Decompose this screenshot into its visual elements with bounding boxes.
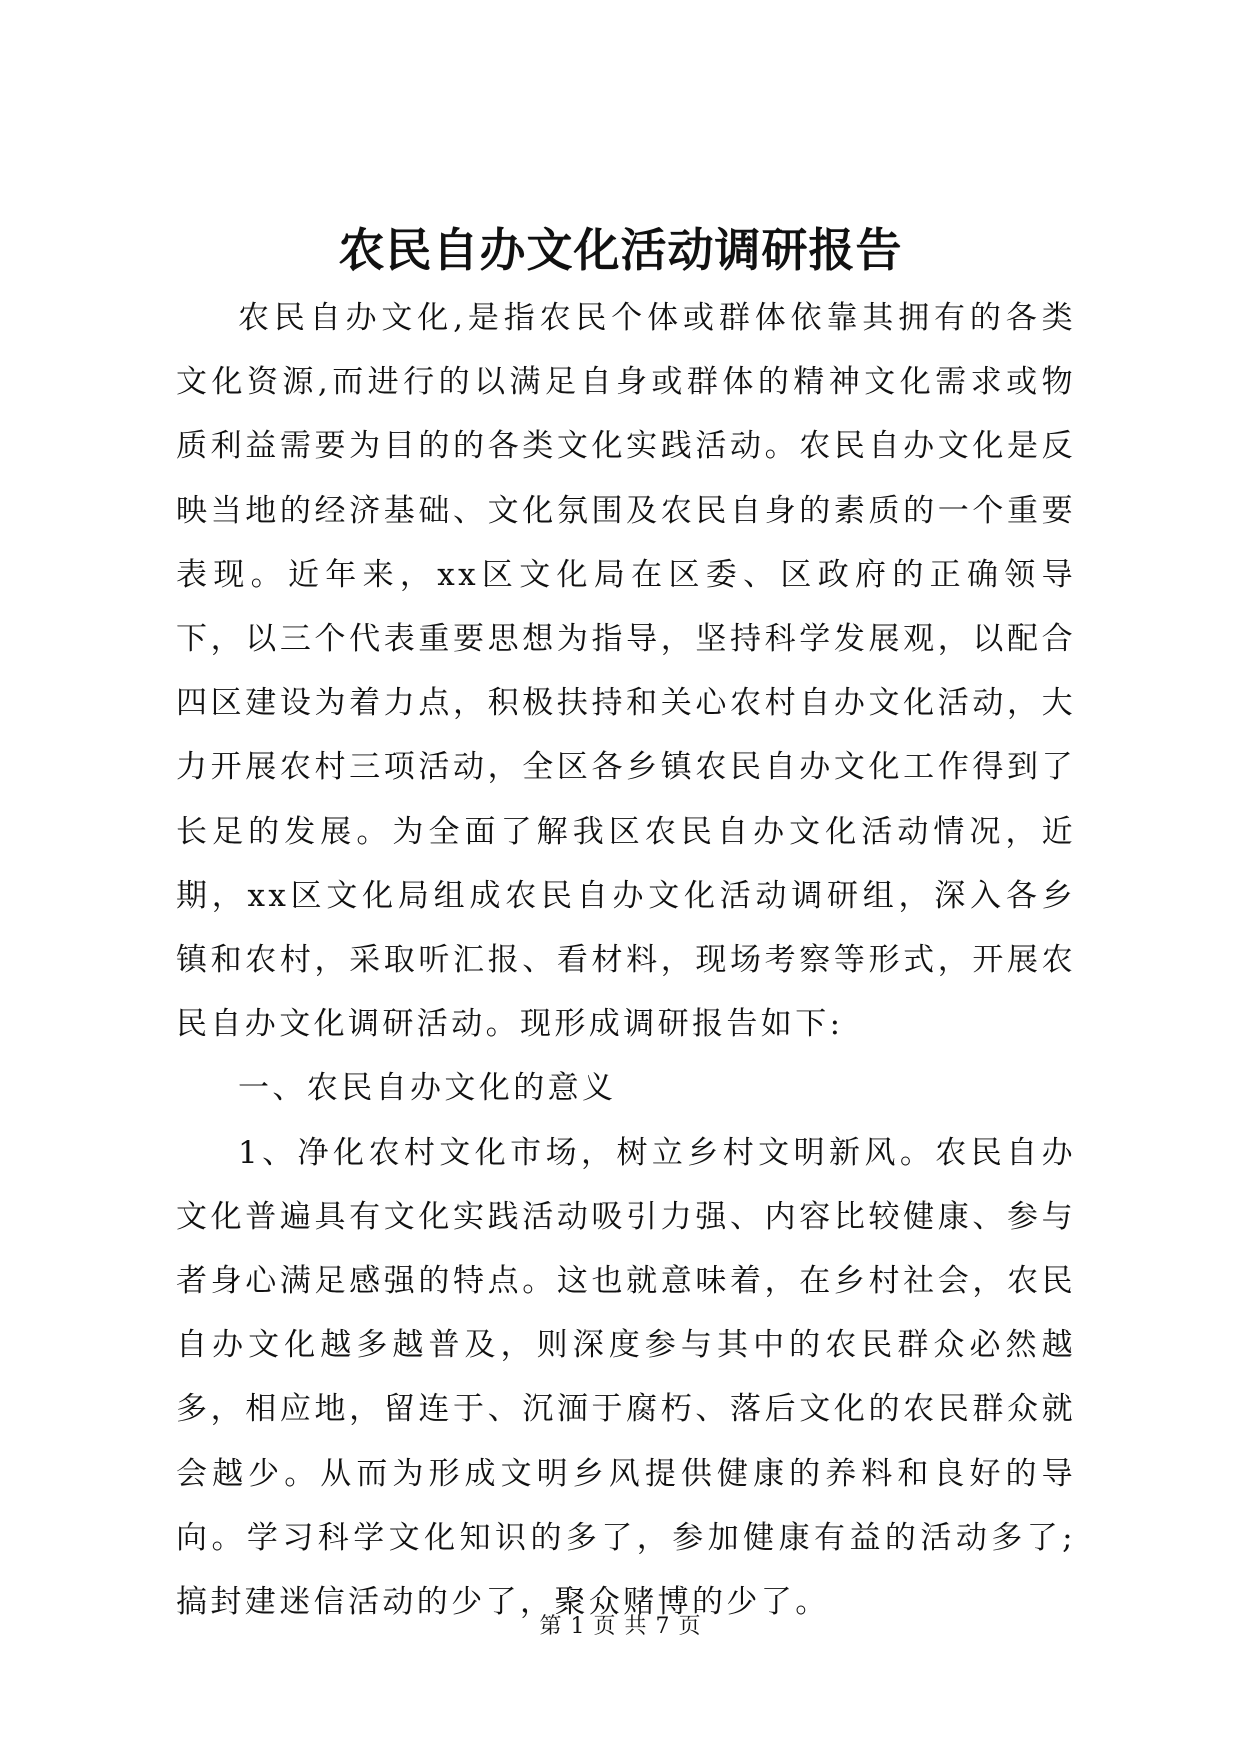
document-body [176, 286, 1076, 1634]
document-title: 农民自办文化活动调研报告 [338, 223, 903, 277]
paragraph-intro: 农民自办文化,是指农民个体或群体依靠其拥有的各类文化资源,而进行的以满足自身或群体的精神文化需求或物质利益需要为目的的各类文化实践活动。农民自办文化是反映当地的经济基础、文化氛围及农民自身的素质的一个重要表现。近年来，xx区文化局在区委、区政府的正确领导下，以三个代表重要思想为指导，坚持科学发展观，以配合四区建设为着力点，积极扶持和关心农村自办文化活动，大力开展农村三项活动，全区各乡镇农民自办文化工作得到了长足的发展。为全面了解我区农民自办文化活动情况，近期，xx区文化局组成农民自办文化活动调研组，深入各乡镇和农村，采取听汇报、看材料，现场考察等形式，开展农民自办文化调研活动。现形成调研报告如下: [176, 300, 1076, 1043]
page-number-footer: 第 1 页 共 7 页 [539, 1614, 702, 1639]
paragraph-point-1: 1、净化农村文化市场，树立乡村文明新风。农民自办文化普遍具有文化实践活动吸引力强、内容比较健康、参与者身心满足感强的特点。这也就意味着，在乡村社会，农民自办文化越多越普及，则深度参与其中的农民群众必然越多，相应地，留连于、沉湎于腐朽、落后文化的农民群众就会越少。从而为形成文明乡风提供健康的养料和良好的导向。学习科学文化知识的多了，参加健康有益的活动多了;搞封建迷信活动的少了，聚众赌博的少了。 [176, 1134, 1076, 1621]
section-heading-significance: 一、农民自办文化的意义 [238, 1070, 617, 1107]
